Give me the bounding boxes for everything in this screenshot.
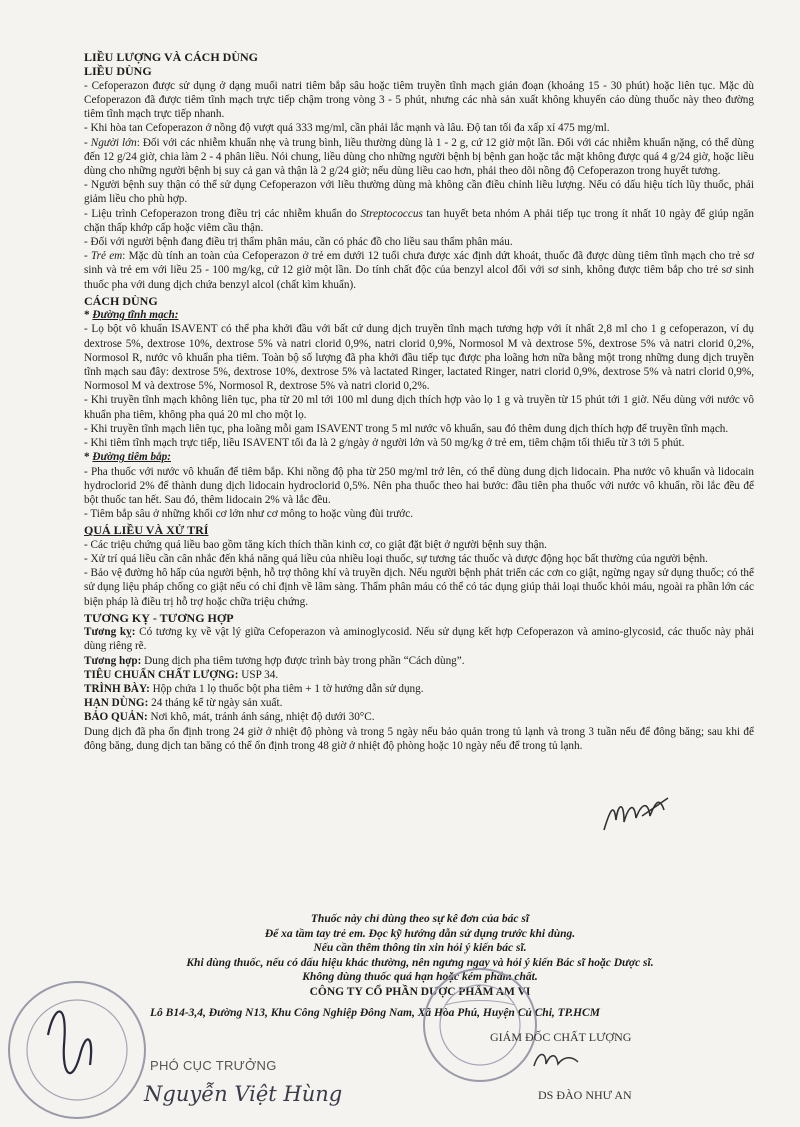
deputy-name-signature: Nguyễn Việt Hùng [144, 1082, 343, 1106]
storage-p: BẢO QUẢN: Nơi khô, mát, tránh ánh sáng, nhiệt độ dưới 30°C. [84, 711, 375, 724]
im-p1: - Pha thuốc với nước vô khuẩn để tiêm bắp. Khi nồng độ pha từ 250 mg/ml trở lên, có thể dùng dung dịch lidocain. Pha nước vô khuẩn và lidocain hydroclorid 2% để thành dung dịch lidocain hydroclorid 0,5%. Nên pha thuốc theo hai bước: đầu tiên pha thuốc với nước vô khuẩn, rồi lắc đều để bột thuốc tan hết. Sau đó, thêm lidocain 2% và lắc đều. [84, 465, 754, 506]
standard-p: TIÊU CHUẨN CHẤT LƯỢNG: USP 34. [84, 668, 279, 681]
dosage-p6: - Đối với người bệnh đang điều trị thẩm phân máu, cần có phác đồ cho liều sau thẩm phân máu. [84, 236, 513, 249]
company-address: Lô B14-3,4, Đường N13, Khu Công Nghiệp Đông Nam, Xã Hòa Phú, Huyện Củ Chi, TP.HCM [150, 1007, 600, 1019]
footer-line-2: Để xa tầm tay trẻ em. Đọc kỹ hướng dẫn sử dụng trước khi dùng. [264, 927, 576, 940]
storage-p2: Dung dịch đã pha ổn định trong 24 giờ ở nhiệt độ phòng và trong 5 ngày nếu bảo quản trong tủ lạnh và trong 3 tuần nếu để đông băng; sau khi để đông băng, dung dịch tan băng có thể ổn định trong 48 giờ ở nhiệt độ phòng hoặc 10 ngày nếu để trong tủ lạnh. [84, 725, 754, 752]
im-p2: - Tiêm bắp sâu ở những khối cơ lớn như cơ mông to hoặc vùng đùi trước. [84, 508, 413, 521]
expiry-p: HẠN DÙNG: 24 tháng kể từ ngày sản xuất. [84, 697, 283, 710]
government-seal-icon [2, 975, 152, 1125]
main-text [84, 50, 754, 753]
company-name: CÔNG TY CỔ PHẦN DƯỢC PHẨM AM VI [309, 985, 531, 998]
incompat-p: Tương kỵ: Có tương kỵ về vật lý giữa Cefoperazon và aminoglycosid. Nếu sử dụng kết hợp Cefoperazon và amino-glycosid, các thuốc này phải dùng riêng rẽ. [84, 626, 754, 653]
dosage-p1: - Cefoperazon được sử dụng ở dạng muối natri tiêm bắp sâu hoặc tiêm truyền tĩnh mạch gián đoạn (khoảng 15 - 30 phút) hoặc liên tục. Mặc dù Cefoperazon đã được tiêm tĩnh mạch trực tiếp chậm trong vòng 3 - 5 phút, nhưng các nhà sản xuất không khuyến cáo dùng thuốc này theo đường tiêm tĩnh mạch trực tiếp nhanh. [84, 79, 754, 121]
pack-p: TRÌNH BÀY: Hộp chứa 1 lọ thuốc bột pha tiêm + 1 tờ hướng dẫn sử dụng. [84, 682, 424, 695]
overdose-p3: - Bảo vệ đường hô hấp của người bệnh, hỗ trợ thông khí và truyền dịch. Nếu người bệnh phát triển các cơn co giật, ngừng ngay sử dụng thuốc; có thể sử dụng liệu pháp chống co giật nếu có chỉ định về lâm sàng. Thẩm phân máu có thể có tác dụng giúp thải loại thuốc khỏi máu, ngoài ra phần lớn các biện pháp là điều trị hỗ trợ hoặc chữa triệu chứng. [84, 567, 754, 608]
footer-line-5: Không dùng thuốc quá hạn hoặc kém phẩm chất. [302, 971, 538, 983]
dosage-p5: - Liệu trình Cefoperazon trong điều trị các nhiễm khuẩn do Streptococcus tan huyết beta nhóm A phải tiếp tục trong ít nhất 10 ngày để giúp ngăn chặn thấp khớp cấp hoặc viêm cầu thận. [84, 207, 754, 234]
dosage-p4: - Người bệnh suy thận có thể sử dụng Cefoperazon với liều thường dùng mà không cần điều chỉnh liều lượng. Nếu có dấu hiệu tích lũy thuốc, phải giảm liều cho phù hợp. [84, 179, 754, 206]
heading-overdose: QUÁ LIỀU VÀ XỬ TRÍ [84, 523, 209, 538]
footer-line-4: Khi dùng thuốc, nếu có dấu hiệu khác thường, nên ngưng ngay và hỏi ý kiến Bác sĩ hoặc Dược sĩ. [186, 956, 654, 969]
dosage-p7: - Trẻ em: Mặc dù tính an toàn của Cefoperazon ở trẻ em dưới 12 tuổi chưa được xác định dứt khoát, thuốc đã được dùng tiêm tĩnh mạch cho trẻ sơ sinh và trẻ em với liều 25 - 100 mg/kg, cứ 12 giờ một lần. Do tính chất độc của benzyl alcol đối với sơ sinh, không được tiêm bắp cho trẻ sơ sinh thuốc pha với dung dịch chứa benzyl alcol (chất kìm khuẩn). [84, 250, 755, 291]
compat-p: Tương hợp: Dung dịch pha tiêm tương hợp được trình bày trong phần “Cách dùng”. [84, 654, 465, 667]
heading-administration: CÁCH DÙNG [84, 293, 158, 308]
heading-dosage: LIỀU DÙNG [84, 64, 152, 79]
director-signature-icon [528, 1044, 588, 1074]
iv-p4: - Khi tiêm tĩnh mạch trực tiếp, liều ISAVENT tối đa là 2 g/ngày ở người lớn và 50 mg/kg ở trẻ em, tiêm chậm tối thiểu từ 3 tới 5 phút. [84, 437, 685, 450]
initials-signature-icon [598, 790, 698, 840]
footer-line-3: Nếu cần thêm thông tin xin hỏi ý kiến bác sĩ. [313, 942, 527, 954]
heading-main: LIỀU LƯỢNG VÀ CÁCH DÙNG [84, 50, 259, 64]
iv-p3: - Khi truyền tĩnh mạch liên tục, pha loãng mỗi gam ISAVENT trong 5 ml nước vô khuẩn, sau đó thêm dung dịch thích hợp để truyền tĩnh mạch. [84, 422, 729, 435]
overdose-p1: - Các triệu chứng quá liều bao gồm tăng kích thích thần kinh cơ, co giật đặt biệt ở người bệnh suy thận. [84, 538, 547, 551]
iv-p2: - Khi truyền tĩnh mạch không liên tục, pha từ 20 ml tới 100 ml dung dịch thích hợp vào lọ 1 g và truyền từ 15 phút tới 1 giờ. Nếu dùng với nước vô khuẩn pha tiêm, không pha quá 20 ml cho một lọ. [84, 394, 754, 421]
director-name: DS ĐÀO NHƯ AN [538, 1088, 632, 1102]
overdose-p2: - Xử trí quá liều cần cân nhắc đến khả năng quá liều của nhiều loại thuốc, sự tương tác thuốc và dược động học bất thường của người bệnh. [84, 552, 708, 565]
footer-line-1: Thuốc này chỉ dùng theo sự kê đơn của bác sĩ [310, 913, 530, 925]
heading-compat: TƯƠNG KỴ - TƯƠNG HỢP [84, 610, 234, 625]
iv-title: * Đường tĩnh mạch: [84, 309, 179, 322]
im-title: * Đường tiêm bắp: [84, 451, 171, 464]
iv-p1: - Lọ bột vô khuẩn ISAVENT có thể pha khởi đầu với bất cứ dung dịch truyền tĩnh mạch tương hợp với ít nhất 2,8 ml cho 1 g cefoperazon, ví dụ dextrose 5%, dextrose 10%, dextrose 5% và natri clorid 0,9%, natri clorid 0,9%, Normosol M và dextrose 5%, dextrose 5% và natri clorid 0,2%, Normosol R, nước vô khuẩn pha tiêm. Toàn bộ số lượng đã pha khởi đầu tiếp tục được pha loãng hơn nữa bằng một trong những dung dịch truyền tĩnh mạch sau đây: dextrose 5%, dextrose 10%, dextrose 5% và lactated Ringer, lactated Ringer, natri clorid 0,9%, dextrose 5% và natri clorid 0,9%, Normosol M và dextrose 5%, Normosol R, dextrose 5% và natri clorid 0,2%. [84, 323, 754, 393]
dosage-p3: - Người lớn: Đối với các nhiễm khuẩn nhẹ và trung bình, liều thường dùng là 1 - 2 g, cứ 12 giờ một lần. Đối với các nhiễm khuẩn nặng, có thể dùng đến 12 g/24 giờ, chia làm 2 - 4 phân liều. Nói chung, liều dùng cho những người bệnh bị bệnh gan hoặc tắc mật không được quá 4 g/24 giờ, hoặc liều dùng cho những người bệnh bị suy cả gan và thận là 2 g/24 giờ; nếu dùng liều cao hơn, phải theo dõi nồng độ Cefoperazon trong huyết tương. [84, 136, 754, 178]
deputy-title: PHÓ CỤC TRƯỞNG [150, 1058, 277, 1073]
director-title: GIÁM ĐỐC CHẤT LƯỢNG [490, 1030, 632, 1044]
dosage-p2: - Khi hòa tan Cefoperazon ở nồng độ vượt quá 333 mg/ml, cần phải lắc mạnh và lâu. Độ tan tối đa xấp xỉ 475 mg/ml. [84, 122, 610, 135]
